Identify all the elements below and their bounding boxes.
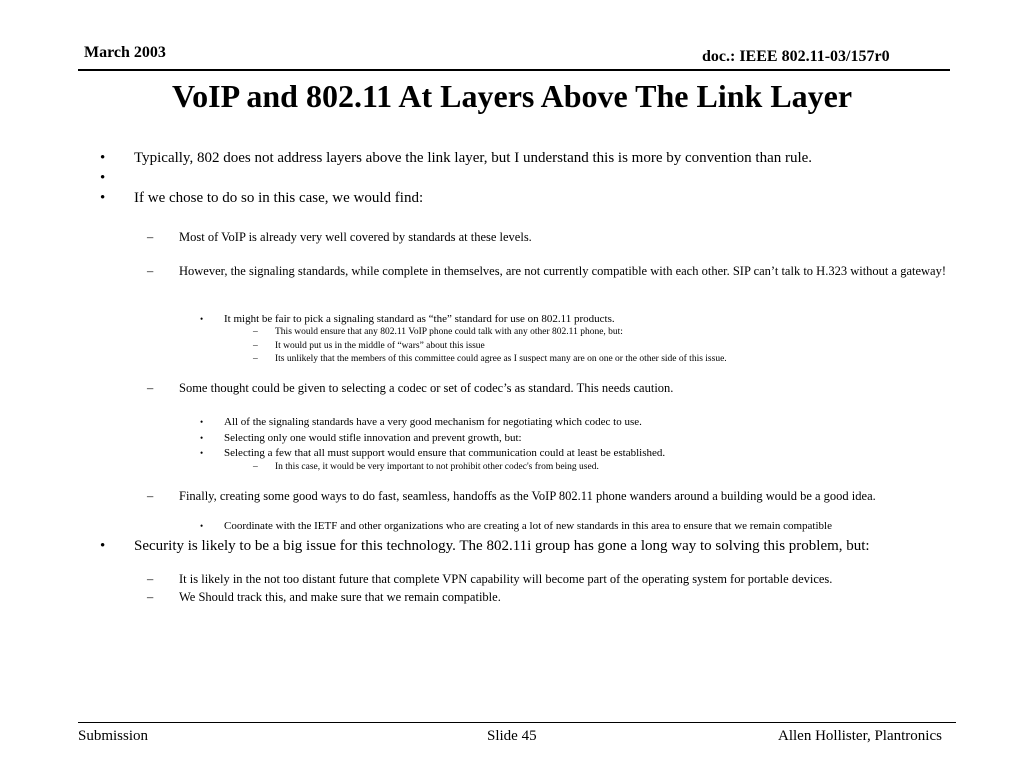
body-item-text: It would put us in the middle of “wars” about this issue bbox=[275, 341, 485, 351]
bullet-marker: • bbox=[200, 417, 204, 427]
dash-marker: – bbox=[147, 572, 154, 586]
slide-title: VoIP and 802.11 At Layers Above The Link Layer bbox=[171, 78, 853, 114]
footer-divider bbox=[78, 722, 956, 723]
body-item-text: Finally, creating some good ways to do fast, seamless, handoffs as the VoIP 802.11 phone wanders around a building would be a good idea. bbox=[179, 489, 876, 503]
bullet-marker: • bbox=[200, 314, 204, 324]
bullet-marker: • bbox=[100, 170, 106, 186]
body-item-text: Security is likely to be a big issue for this technology. The 802.11i group has gone a long way to solving this problem, but: bbox=[134, 538, 870, 554]
footer-slide-number: Slide 45 bbox=[487, 728, 537, 744]
body-item-text: Typically, 802 does not address layers above the link layer, but I understand this is more by convention than rule. bbox=[134, 150, 813, 166]
body-item-text: It is likely in the not too distant future that complete VPN capability will become part of the operating system for portable devices. bbox=[179, 572, 833, 586]
dash-marker: – bbox=[147, 264, 154, 278]
bullet-marker: • bbox=[200, 433, 204, 443]
dash-marker: – bbox=[253, 462, 258, 472]
footer-submission: Submission bbox=[78, 728, 149, 744]
bullet-marker: • bbox=[100, 150, 106, 166]
body-item-text: In this case, it would be very important to not prohibit other codec's from being used. bbox=[275, 462, 599, 472]
dash-marker: – bbox=[253, 327, 258, 337]
dash-marker: – bbox=[147, 590, 154, 604]
dash-marker: – bbox=[147, 381, 154, 395]
body-item-text: Some thought could be given to selecting a codec or set of codec’s as standard. This needs caution. bbox=[179, 381, 674, 395]
footer-author: Allen Hollister, Plantronics bbox=[778, 728, 942, 744]
header-divider bbox=[78, 69, 950, 71]
bullet-marker: • bbox=[200, 521, 204, 531]
body-item-text: This would ensure that any 802.11 VoIP phone could talk with any other 802.11 phone, but: bbox=[275, 327, 623, 337]
body-item-text: We Should track this, and make sure that we remain compatible. bbox=[179, 590, 501, 604]
bullet-marker: • bbox=[200, 448, 204, 458]
body-item-text: It might be fair to pick a signaling standard as “the” standard for use on 802.11 products. bbox=[224, 313, 615, 325]
body-item-text: However, the signaling standards, while complete in themselves, are not currently compatible with each other. SIP can’t talk to H.323 without a gateway! bbox=[179, 264, 946, 278]
bullet-marker: • bbox=[100, 538, 106, 554]
body-item-text: Selecting only one would stifle innovation and prevent growth, but: bbox=[224, 432, 522, 444]
dash-marker: – bbox=[147, 489, 154, 503]
body-item-text: If we chose to do so in this case, we would find: bbox=[134, 190, 424, 206]
dash-marker: – bbox=[147, 230, 154, 244]
dash-marker: – bbox=[253, 354, 258, 364]
body-item-text: Coordinate with the IETF and other organizations who are creating a lot of new standards in this area to ensure that we remain compatible bbox=[224, 520, 832, 532]
body-item-text: Selecting a few that all must support would ensure that communication could at least be established. bbox=[224, 447, 666, 459]
body-item-text: All of the signaling standards have a very good mechanism for negotiating which codec to use. bbox=[224, 416, 642, 428]
bullet-marker: • bbox=[100, 190, 106, 206]
body-item-text: Its unlikely that the members of this committee could agree as I suspect many are on one or the other side of this issue. bbox=[275, 354, 727, 364]
body-item-text: Most of VoIP is already very well covered by standards at these levels. bbox=[179, 230, 532, 244]
header-doc-id: doc.: IEEE 802.11-03/157r0 bbox=[702, 48, 890, 65]
header-date: March 2003 bbox=[84, 44, 166, 61]
dash-marker: – bbox=[253, 341, 258, 351]
